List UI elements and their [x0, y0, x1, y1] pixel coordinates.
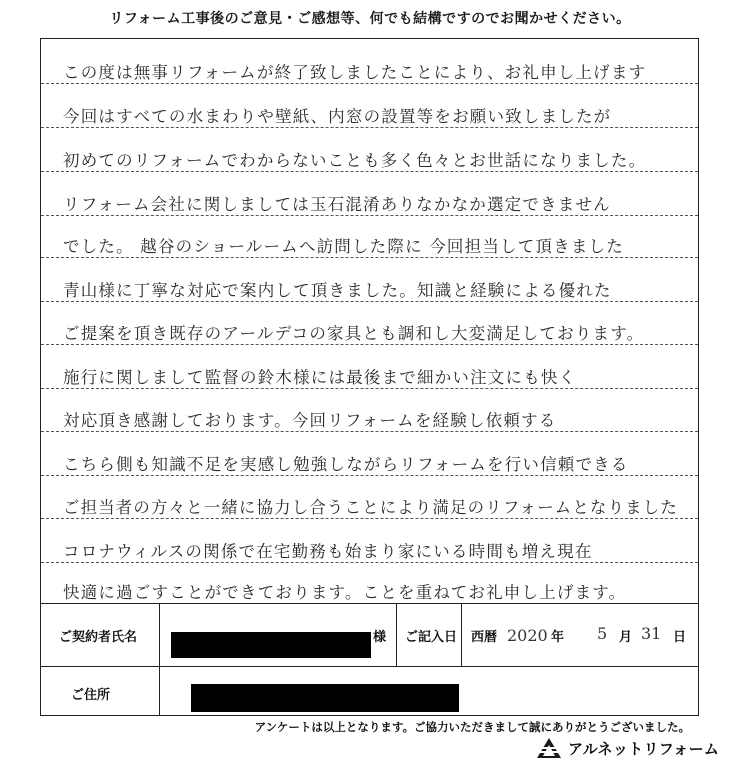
survey-header: リフォーム工事後のご意見・ご感想等、何でも結構ですのでお聞かせください。: [109, 11, 631, 27]
ruled-line: [41, 83, 698, 84]
handwritten-line: 対応頂き感謝しております。今回リフォームを経験し依頼する: [63, 411, 557, 430]
company-name: アルネットリフォーム: [568, 739, 720, 758]
ruled-line: [41, 215, 698, 216]
ruled-line: [41, 301, 698, 302]
ruled-line: [41, 518, 698, 519]
company-logo: [536, 736, 719, 760]
handwritten-line: 快適に過ごすことができております。ことを重ねてお礼申し上げます。: [63, 583, 627, 602]
ruled-line: [41, 475, 698, 476]
handwritten-line: 青山様に丁寧な対応で案内して頂きました。知識と経験による優れた: [63, 281, 612, 300]
handwritten-line: 今回はすべての水まわりや壁紙、内窓の設置等をお願い致しましたが: [63, 107, 612, 126]
ruled-line: [41, 257, 698, 258]
contract-name-label: ご契約者氏名: [59, 630, 138, 645]
divider: [159, 604, 160, 666]
ruled-line: [41, 431, 698, 432]
month-value: 5: [597, 624, 608, 643]
date-label: ご記入日: [405, 630, 458, 645]
handwritten-line: 初めてのリフォームでわからないことも多く色々とお世話になりました。: [63, 151, 647, 170]
ruled-line: [41, 171, 698, 172]
handwritten-line: リフォーム会社に関しましては玉石混淆ありなかなか選定できません: [63, 195, 611, 214]
ruled-line: [41, 388, 698, 389]
handwritten-line: 施行に関しまして監督の鈴木様には最後まで細かい注文にも快く: [63, 368, 577, 387]
ruled-line: [41, 127, 698, 128]
month-unit: 月: [619, 630, 633, 645]
year-unit: 年: [551, 630, 565, 645]
day-value: 31: [641, 624, 662, 643]
handwritten-line: でした。 越谷のショールームへ訪問した際に 今回担当して頂きました: [63, 237, 624, 256]
arnet-logo-icon: [536, 737, 562, 759]
handwritten-line: この度は無事リフォームが終了致しましたことにより、お礼申し上げます: [63, 63, 647, 82]
divider: [159, 666, 160, 716]
handwritten-line: コロナウィルスの関係で在宅勤務も始まり家にいる時間も増え現在: [63, 542, 593, 561]
customer-info-table: [40, 604, 699, 716]
handwritten-line: こちら側も知識不足を実感し勉強しながらリフォームを行い信頼できる: [63, 455, 629, 474]
comment-box: [40, 38, 699, 604]
divider: [461, 604, 462, 666]
ruled-line: [41, 562, 698, 563]
closing-note: アンケートは以上となります。ご協力いただきまして誠にありがとうございました。: [254, 720, 690, 734]
day-unit: 日: [673, 630, 687, 645]
handwritten-line: ご担当者の方々と一緒に協力し合うことにより満足のリフォームとなりました: [63, 498, 678, 517]
ruled-line: [41, 344, 698, 345]
divider: [41, 666, 698, 667]
era-label: 西暦: [471, 630, 498, 645]
divider: [396, 604, 397, 666]
redacted-name: [171, 632, 371, 658]
honorific-label: 様: [373, 630, 387, 645]
redacted-address: [191, 684, 459, 712]
year-value: 2020: [507, 626, 548, 645]
address-label: ご住所: [71, 688, 111, 703]
handwritten-line: ご提案を頂き既存のアールデコの家具とも調和し大変満足しております。: [63, 324, 645, 343]
